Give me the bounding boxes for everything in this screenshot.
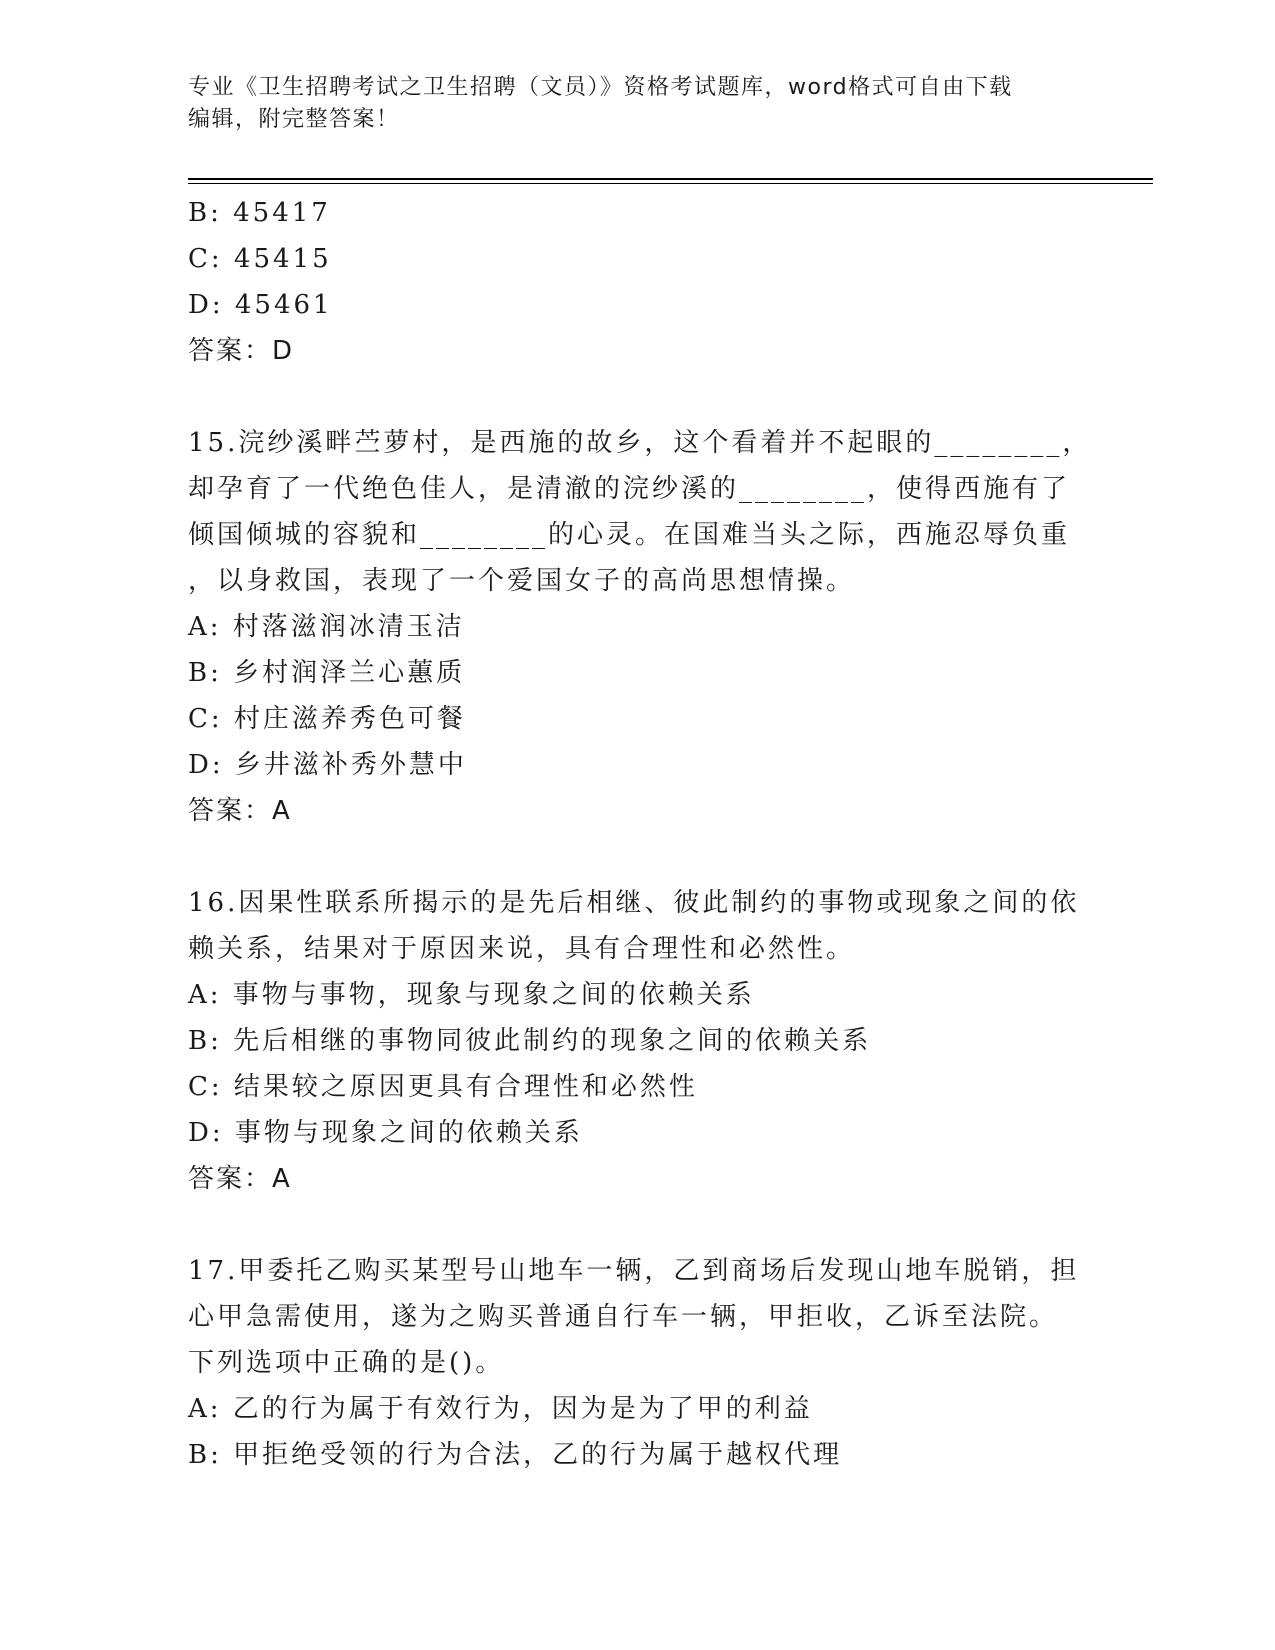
option-b: B: 45417 xyxy=(188,198,331,228)
option-c: C: 村庄滋养秀色可餐 xyxy=(188,704,466,734)
spacer xyxy=(188,374,1088,420)
document-header xyxy=(188,72,1088,136)
header-rule-thick xyxy=(188,178,1153,180)
question-text-line: 17.甲委托乙购买某型号山地车一辆，乙到商场后发现山地车脱销，担 xyxy=(188,1256,1080,1286)
header-line-2: 编辑，附完整答案！ xyxy=(188,107,400,132)
spacer xyxy=(188,1202,1088,1248)
answer: 答案：A xyxy=(188,796,292,826)
option-a: A: 村落滋润冰清玉洁 xyxy=(188,612,465,642)
prev-question xyxy=(188,190,1088,374)
question-17 xyxy=(188,1248,1088,1478)
question-text-line: 却孕育了一代绝色佳人，是清澈的浣纱溪的________，使得西施有了 xyxy=(188,474,1071,504)
header-line-1: 专业《卫生招聘考试之卫生招聘（文员）》资格考试题库，word格式可自由下载 xyxy=(188,75,1013,100)
question-text-line: 倾国倾城的容貌和________的心灵。在国难当头之际，西施忍辱负重 xyxy=(188,520,1071,550)
header-rule-thin xyxy=(188,183,1153,184)
option-c: C: 45415 xyxy=(188,244,332,274)
question-text-line: 下列选项中正确的是()。 xyxy=(188,1348,505,1378)
question-text-line: ，以身救国，表现了一个爱国女子的高尚思想情操。 xyxy=(188,566,856,596)
document-body xyxy=(188,190,1092,1478)
question-text-line: 16.因果性联系所揭示的是先后相继、彼此制约的事物或现象之间的依 xyxy=(188,888,1080,918)
question-text-line: 15.浣纱溪畔苎萝村，是西施的故乡，这个看着并不起眼的________， xyxy=(188,428,1092,458)
option-d: D: 45461 xyxy=(188,290,333,320)
option-c: C: 结果较之原因更具有合理性和必然性 xyxy=(188,1072,698,1102)
question-text-line: 赖关系，结果对于原因来说，具有合理性和必然性。 xyxy=(188,934,856,964)
option-b: B: 乡村润泽兰心蕙质 xyxy=(188,658,466,688)
option-a: A: 乙的行为属于有效行为，因为是为了甲的利益 xyxy=(188,1394,813,1424)
question-text-line: 心甲急需使用，遂为之购买普通自行车一辆，甲拒收，乙诉至法院。 xyxy=(188,1302,1059,1332)
answer: 答案：D xyxy=(188,336,295,366)
option-a: A: 事物与事物，现象与现象之间的依赖关系 xyxy=(188,980,755,1010)
option-d: D: 乡井滋补秀外慧中 xyxy=(188,750,467,780)
question-16 xyxy=(188,880,1088,1202)
option-b: B: 甲拒绝受领的行为合法，乙的行为属于越权代理 xyxy=(188,1440,843,1470)
spacer xyxy=(188,834,1088,880)
option-d: D: 事物与现象之间的依赖关系 xyxy=(188,1118,583,1148)
answer: 答案：A xyxy=(188,1164,292,1194)
question-15 xyxy=(188,420,1092,834)
option-b: B: 先后相继的事物同彼此制约的现象之间的依赖关系 xyxy=(188,1026,872,1056)
